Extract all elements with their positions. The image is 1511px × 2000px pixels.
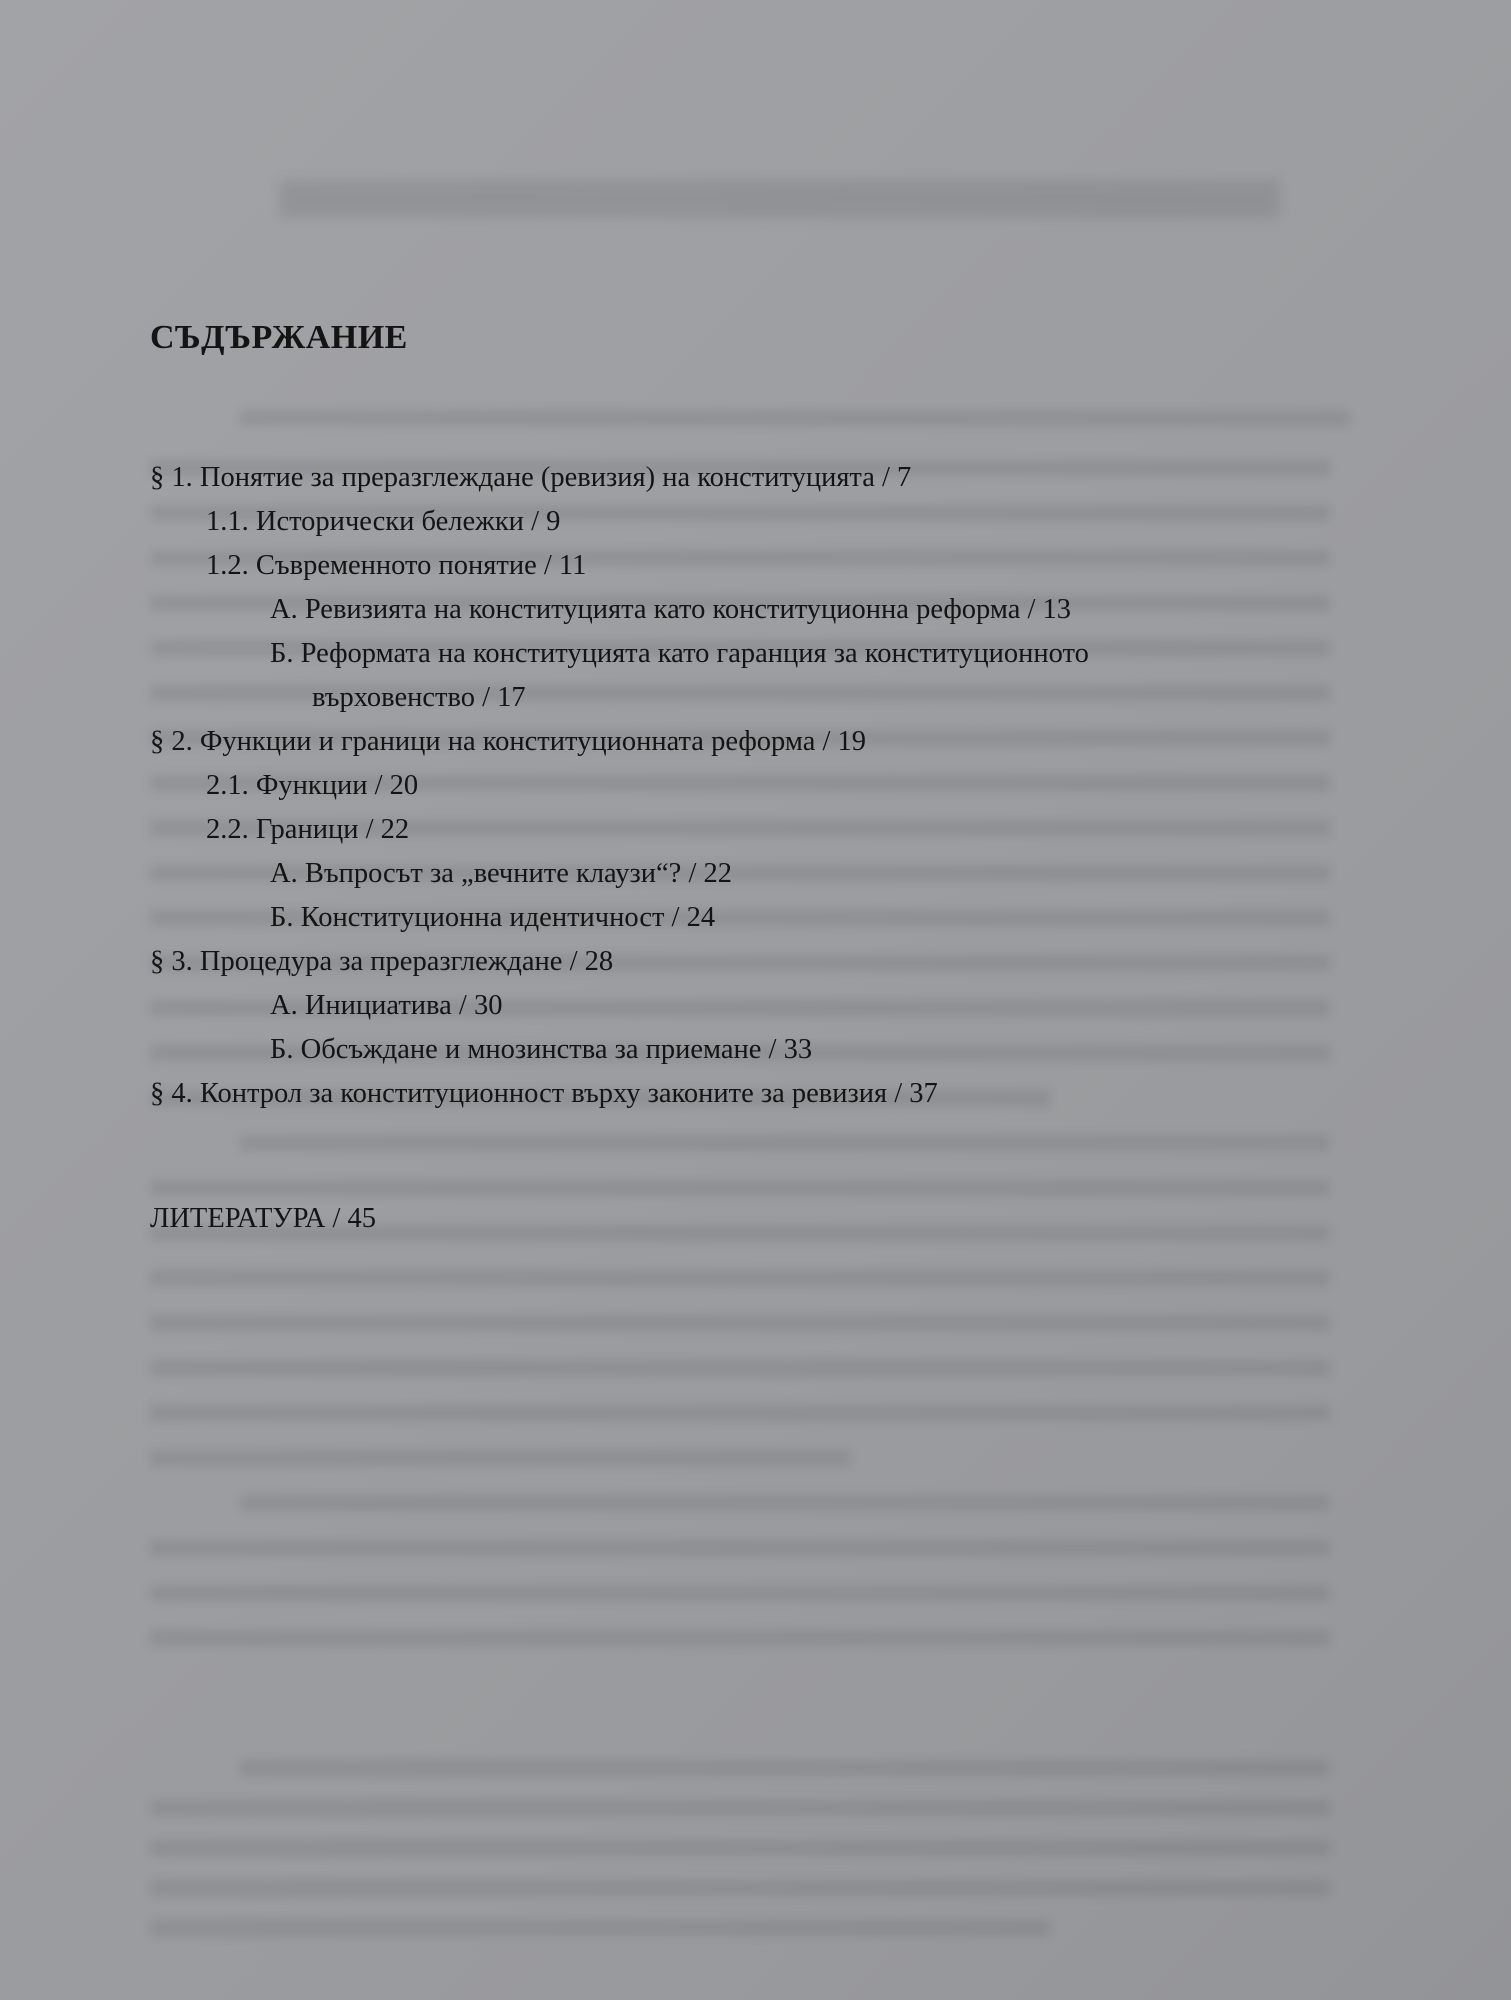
- toc-entry-bibliography: ЛИТЕРАТУРА / 45: [150, 1203, 377, 1234]
- toc-entry-section-1: § 1. Понятие за преразглеждане (ревизия) на конституцията / 7: [150, 462, 912, 493]
- toc-entry-3-b: Б. Обсъждане и мнозинства за приемане / 33: [270, 1034, 813, 1065]
- toc-entry-2-2: 2.2. Граници / 22: [206, 814, 410, 845]
- toc-entry-1-1: 1.1. Исторически бележки / 9: [206, 506, 561, 537]
- toc-entry-section-3: § 3. Процедура за преразглеждане / 28: [150, 946, 614, 977]
- toc-entry-2-2-b: Б. Конституционна идентичност / 24: [270, 902, 716, 933]
- toc-entry-2-1: 2.1. Функции / 20: [206, 770, 419, 801]
- toc-entry-section-4: § 4. Контрол за конституционност върху законите за ревизия / 37: [150, 1078, 938, 1109]
- toc-entry-2-2-a: А. Въпросът за „вечните клаузи“? / 22: [270, 858, 732, 889]
- toc-entry-1-2-b: Б. Реформата на конституцията като гаранция за конституционното: [270, 638, 1089, 669]
- toc-entry-1-2-b-continued: върховенство / 17: [312, 682, 526, 713]
- toc-entry-1-2: 1.2. Съвременното понятие / 11: [206, 550, 587, 581]
- table-of-contents: [150, 456, 1350, 1116]
- toc-entry-3-a: А. Инициатива / 30: [270, 990, 503, 1021]
- toc-heading: СЪДЪРЖАНИЕ: [150, 319, 408, 356]
- toc-entry-section-2: § 2. Функции и граници на конституционната реформа / 19: [150, 726, 867, 757]
- toc-entry-1-2-a: А. Ревизията на конституцията като конституционна реформа / 13: [270, 594, 1072, 625]
